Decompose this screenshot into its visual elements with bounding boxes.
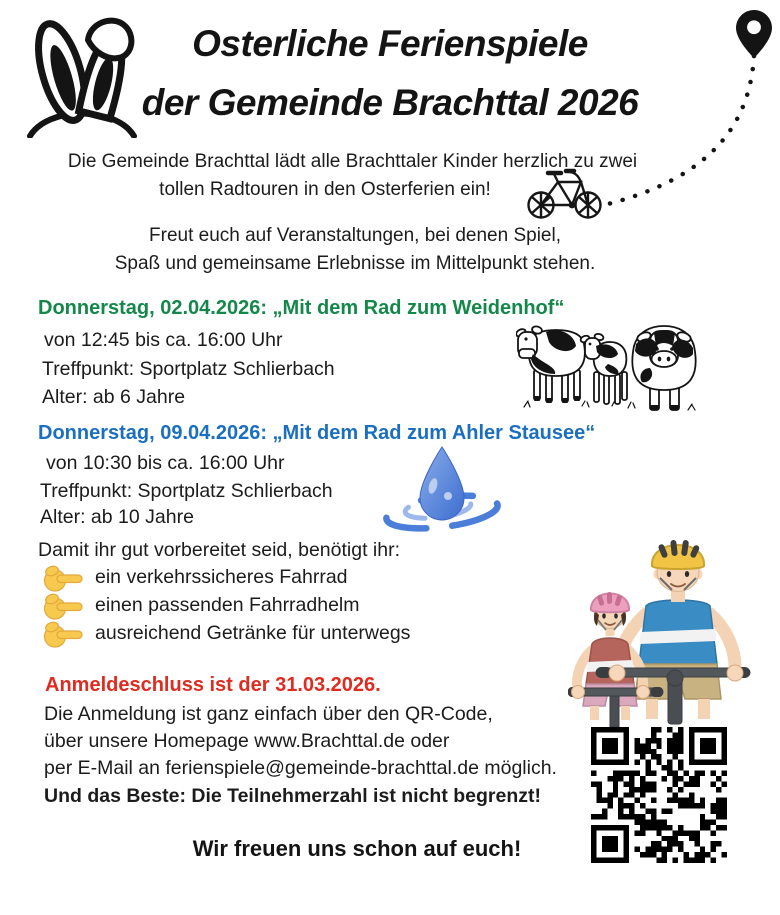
- checklist-item: einen passenden Fahrradhelm: [95, 594, 360, 616]
- registration-line-1: Die Anmeldung ist ganz einfach über den QR-Code,: [44, 703, 493, 725]
- intro-line-3: Freut euch auf Veranstaltungen, bei denen Spiel,: [149, 225, 561, 246]
- event2-meeting-point: Treffpunkt: Sportplatz Schlierbach: [40, 480, 333, 502]
- event2-time: von 10:30 bis ca. 16:00 Uhr: [46, 452, 285, 474]
- registration-highlight: Und das Beste: Die Teilnehmerzahl ist nicht begrenzt!: [44, 785, 541, 807]
- event2-age: Alter: ab 10 Jahre: [40, 506, 194, 528]
- checklist-item: ein verkehrssicheres Fahrrad: [95, 566, 348, 588]
- pointing-hand-icon: [42, 619, 84, 649]
- intro-line-2: tollen Radtouren in den Osterferien ein!: [159, 179, 491, 200]
- checklist-item: ausreichend Getränke für unterwegs: [95, 622, 411, 644]
- title-line-1: Osterliche Ferienspiele: [192, 23, 588, 64]
- water-drop-icon: [378, 444, 506, 539]
- event1-meeting-point: Treffpunkt: Sportplatz Schlierbach: [42, 358, 335, 380]
- intro-line-4: Spaß und gemeinsame Erlebnisse im Mittelpunkt stehen.: [114, 253, 596, 274]
- title-line-2: der Gemeinde Brachttal 2026: [141, 82, 639, 123]
- checklist-heading: Damit ihr gut vorbereitet seid, benötigt ihr:: [38, 539, 401, 561]
- closing-text: Wir freuen uns schon auf euch!: [192, 836, 522, 861]
- deadline-text: Anmeldeschluss ist der 31.03.2026.: [45, 674, 381, 696]
- cows-icon: [516, 306, 706, 414]
- event1-time: von 12:45 bis ca. 16:00 Uhr: [44, 329, 283, 351]
- kids-on-bikes-icon: [568, 512, 753, 727]
- event2-heading: Donnerstag, 09.04.2026: „Mit dem Rad zum Ahler Stausee“: [38, 422, 596, 444]
- event1-heading: Donnerstag, 02.04.2026: „Mit dem Rad zum Weidenhof“: [38, 297, 565, 319]
- event1-age: Alter: ab 6 Jahre: [42, 386, 186, 408]
- pointing-hand-icon: [42, 563, 84, 593]
- bicycle-icon: [524, 163, 606, 221]
- pointing-hand-icon: [42, 591, 84, 621]
- registration-line-2: über unsere Homepage www.Brachttal.de oder: [44, 730, 450, 752]
- intro-line-1: Die Gemeinde Brachttal lädt alle Brachttaler Kinder herzlich zu zwei: [67, 151, 638, 172]
- registration-line-3: per E-Mail an ferienspiele@gemeinde-brachttal.de möglich.: [44, 757, 557, 779]
